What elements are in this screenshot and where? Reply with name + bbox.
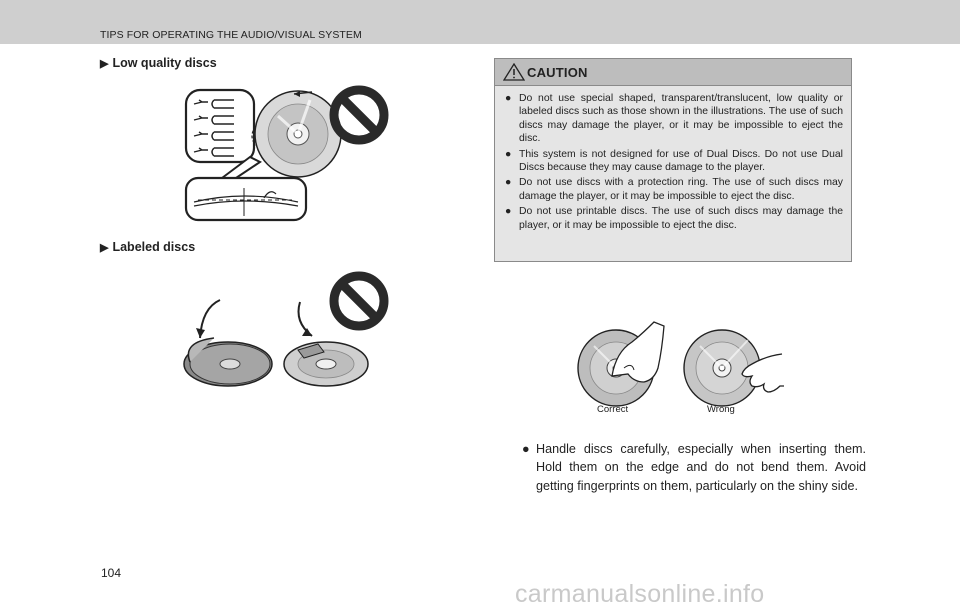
page-header — [0, 0, 960, 44]
caution-box — [494, 58, 852, 262]
caution-item: ● This system is not designed for use of Dual Discs. Do not use Dual Discs because they may cause damage to the player. — [505, 147, 843, 174]
section-labeled-label: Labeled discs — [112, 240, 196, 254]
caption-correct: Correct — [597, 404, 629, 415]
prohibited-icon — [328, 84, 390, 146]
handling-note — [522, 440, 866, 495]
handling-note-text: Handle discs carefully, especially when inserting them. Hold them on the edge and do not bend them. Avoid getting fingerprints on them, particularly on the shiny side. — [536, 442, 866, 493]
bullet-icon: ● — [505, 176, 512, 189]
caution-list — [495, 86, 851, 232]
header-title: TIPS FOR OPERATING THE AUDIO/VISUAL SYSTEM — [100, 29, 362, 41]
section-low-quality-label: Low quality discs — [112, 56, 217, 70]
caution-item: ● Do not use special shaped, transparent/translucent, low quality or labeled discs such as those shown in the illustrations. The use of such discs may damage the player, or it may be impossible to eject the disc. — [505, 92, 843, 145]
bullet-icon: ● — [505, 147, 512, 160]
caution-item: ● Do not use printable discs. The use of such discs may damage the player, or it may be impossible to eject the disc. — [505, 205, 843, 231]
bullet-icon: ● — [522, 442, 530, 456]
caption-wrong: Wrong — [707, 404, 735, 415]
caution-title: CAUTION — [527, 64, 588, 80]
caution-item: ● Do not use discs with a protection ring. The use of such discs may damage the player, or it may be impossible to eject the disc. — [505, 176, 843, 202]
page-number: 104 — [101, 566, 122, 580]
watermark: carmanualsonline.info — [515, 580, 765, 608]
prohibited-icon — [328, 270, 390, 332]
caution-header — [495, 59, 851, 86]
bullet-icon: ● — [505, 92, 512, 104]
section-labeled — [100, 240, 195, 254]
section-low-quality — [100, 56, 217, 70]
triangle-right-icon: ▶ — [100, 241, 109, 254]
triangle-right-icon: ▶ — [100, 57, 109, 70]
bullet-icon: ● — [505, 205, 512, 218]
warning-icon — [503, 63, 525, 81]
disc-handling-illustration — [572, 306, 792, 410]
